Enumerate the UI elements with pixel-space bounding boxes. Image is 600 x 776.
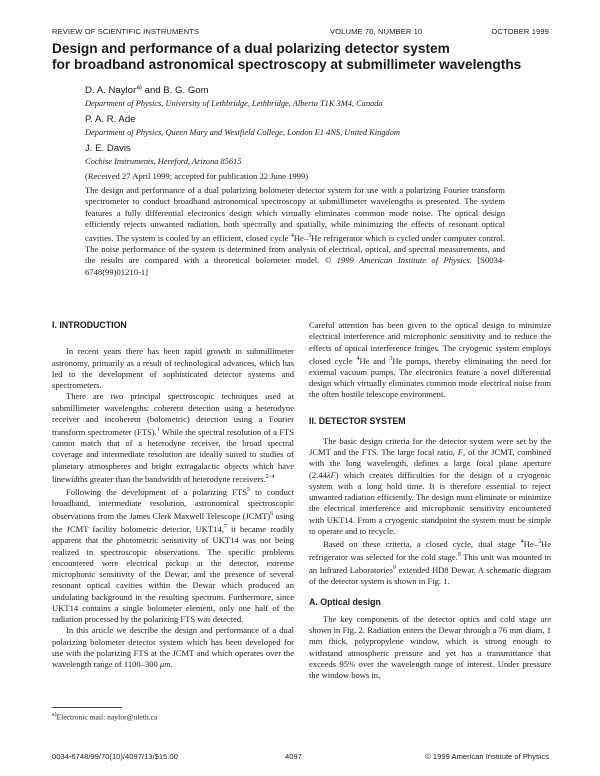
footnote-rule	[52, 707, 122, 708]
section-heading-detector-system: II. DETECTOR SYSTEM	[309, 415, 406, 426]
paragraph: The key components of the detector optics and cold stage are shown in Fig. 2. Radiation enters the Dewar through a 76 mm diam, 1 mm thick, polypropylene window, which is strong enough to withstand atmospheric pressure and yet has a transmittance that exceeds 95% over the wavelength range of interest. Under pressure the window bows in,	[309, 613, 551, 681]
footer-article-code: 0034-6748/99/70(10)/4097/13/$15.00	[52, 752, 178, 761]
article-title	[52, 41, 572, 73]
author-line-3: J. E. Davis	[85, 143, 131, 154]
section-heading-introduction: I. INTRODUCTION	[52, 320, 127, 330]
footnote: $^{a)}$Electronic mail: naylor@uleth.ca	[52, 712, 158, 722]
paragraph: There are two principal spectroscopic techniques used at submillimeter wavelengths: coherent detection using a heterodyne receiver and incoherent (bolometric) detection using a Fourier transform spectrometer (FTS).$^1$ While the spectral resolution of a FTS cannot match that of a heterodyne receiver, the broad spectral coverage and intermediate resolution are ideally suited to studies of planetary atmospheres and bright extragalactic objects which have linewidths greater than the bandwidth of heterodyne receivers.$^{2-4}$	[52, 391, 294, 484]
paragraph: Based on these criteria, a closed cycle, dual stage $^4$He–$^3$He refrigerator was selected for the cold stage.$^8$ This unit was mounted in an Infrared Laboratories$^9$ extended HD8 Dewar. A schematic diagram of the detector system is shown in Fig. 1.	[309, 538, 551, 587]
running-head-volume: VOLUME 70, NUMBER 10	[330, 27, 423, 36]
abstract-copyright: © 1999 American Institute of Physics.	[324, 255, 472, 266]
paragraph: The basic design criteria for the detector system were set by the JCMT and the FTS. The large focal ratio, F, of the JCMT, combined with the long wavelength, defines a large focal plane aperture (2.44λF) which creates difficulties for the design of a cryogenic system with a long hold time. It is therefore essential to reject unwanted radiation efficiently. The design must eliminate or minimize the electrical interference and microphonic sensitivity encountered with UKT14. From a cryogenic standpoint the system must be simple to operate and to recycle.	[309, 435, 551, 536]
author-line-2: P. A. R. Ade	[85, 114, 136, 125]
author-footnote-mark: a)	[136, 84, 142, 91]
left-column	[52, 320, 294, 670]
footer-page-number: 4097	[285, 752, 302, 761]
paragraph: In recent years there has been rapid growth in submillimeter astronomy, primarily as a result of technological advances, which has led to the development of sophisticated detector systems and spectrometers.	[52, 346, 294, 390]
paragraph: Following the development of a polarizing FTS$^5$ to conduct broadband, intermediate resolution, astronomical spectroscopic observations from the James Clerk Maxwell Telescope (JCMT)$^6$ using the JCMT facility bolometric detector, UKT14,$^7$ it became readily apparent that the photometric sensitivity of UKT14 was not being realized in spectroscopic observations. The specific problems encountered were electrical pickup at the detector, extreme microphonic sensitivity of the Dewar, and the presence of several resonant optical cavities within the Dewar which produced an undulating background in the resulting spectrum. Furthermore, since UKT14 contains a single bolometer element, only one half of the radiation processed by the polarizing FTS was detected.	[52, 486, 295, 625]
affiliation-2: Department of Physics, Queen Mary and Westfield College, London E1 4NS, United Kingdom	[85, 128, 400, 137]
received-dates: (Received 27 April 1999; accepted for publication 22 June 1999)	[85, 171, 309, 181]
title-line-2: for broadband astronomical spectroscopy at submillimeter wavelengths	[52, 57, 522, 72]
title-line-1: Design and performance of a dual polarizing detector system	[52, 41, 450, 56]
affiliation-3: Cochise Instruments, Hereford, Arizona 85615	[85, 157, 242, 166]
author-name: D. A. Naylor	[85, 85, 137, 97]
right-column	[309, 320, 551, 681]
footer-copyright: © 1999 American Institute of Physics	[425, 752, 549, 761]
running-head-date: OCTOBER 1999	[491, 27, 549, 36]
paragraph: In this article we describe the design and performance of a dual polarizing bolometer detector system which has been developed for use with the polarizing FTS at the JCMT and which operates over the wavelength range of 1100–300 μm.	[52, 625, 294, 670]
running-head-journal: REVIEW OF SCIENTIFIC INSTRUMENTS	[52, 27, 200, 36]
pacs-code: [S0034-6748(99)01210-1]	[85, 255, 505, 277]
author-name: and B. G. Gom	[141, 85, 209, 97]
abstract: The design and performance of a dual polarizing bolometer detector system for use with a polarizing Fourier transform spectrometer to conduct broadband astronomical spectroscopy at submillimeter wavelengths is presented. The system features a fully differential electronics design which virtually eliminates common mode noise. The optical design efficiently rejects unwanted radiation, both spectrally and spatially, while minimizing the effects of resonant optical cavities. The system is cooled by an efficient, closed cycle $^4$He–$^3$He refrigerator which is cycled under computer control. The noise performance of the system is determined from analysis of electrical, optical, and spectral measurements, and the results are compared with a theoretical bolometer model. © 1999 American Institute of Physics. [S0034-6748(99)01210-1]	[85, 185, 505, 277]
paragraph: Careful attention has been given to the optical design to minimize electrical interference and microphonic sensitivity and to reduce the effects of optical interference fringes. The cryogenic system employs closed cycle $^4$He and $^3$He pumps, thereby eliminating the need for external vacuum pumps. The electronics feature a novel differential design which virtually eliminates common mode electrical noise from the often hostile telescope environment.	[309, 320, 551, 400]
subsection-heading-optical-design: A. Optical design	[309, 596, 381, 607]
affiliation-1: Department of Physics, University of Lethbridge, Lethbridge, Alberta T1K 3M4, Canada	[85, 99, 383, 108]
author-line-1	[85, 84, 209, 96]
